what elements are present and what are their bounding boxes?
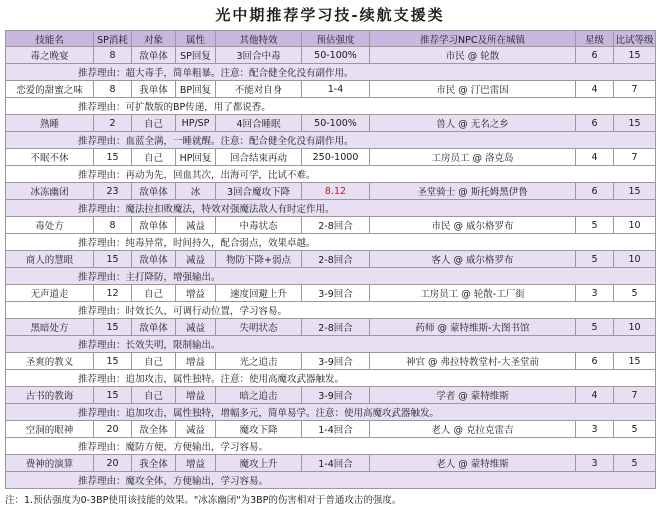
cell-estimated-strength: 1-4回合	[302, 421, 370, 438]
cell-duel-level: 10	[614, 319, 656, 336]
cell-attribute: BP回复	[176, 81, 216, 98]
cell-target: 自己	[132, 115, 176, 132]
cell-attribute: 增益	[176, 353, 216, 370]
cell-attribute: 增益	[176, 285, 216, 302]
recommendation-text: 推荐理由：魔防方便，方便输出，学习容易。	[6, 438, 656, 455]
cell-estimated-strength: 2-8回合	[302, 319, 370, 336]
cell-star-level: 3	[576, 455, 614, 472]
cell-attribute: 减益	[176, 319, 216, 336]
cell-estimated-strength: 3-9回合	[302, 353, 370, 370]
cell-other-effect: 回合结束再动	[216, 149, 302, 166]
cell-estimated-strength: 2-8回合	[302, 251, 370, 268]
cell-skill-name: 黑暗处方	[6, 319, 94, 336]
cell-duel-level: 5	[614, 285, 656, 302]
cell-star-level: 3	[576, 285, 614, 302]
table-row	[6, 455, 656, 472]
cell-estimated-strength: 8.12	[302, 183, 370, 200]
cell-star-level: 4	[576, 387, 614, 404]
cell-target: 敌单体	[132, 217, 176, 234]
cell-estimated-strength: 1-4回合	[302, 455, 370, 472]
recommendation-text: 推荐理由：魔法拉扣败魔法，特效对强魔法敌人有时定作用。	[6, 200, 656, 217]
cell-sp-cost: 8	[94, 47, 132, 64]
cell-star-level: 5	[576, 217, 614, 234]
cell-other-effect: 暗之追击	[216, 387, 302, 404]
recommendation-row	[6, 404, 656, 421]
cell-sp-cost: 12	[94, 285, 132, 302]
cell-skill-name: 不眠不休	[6, 149, 94, 166]
recommendation-row	[6, 370, 656, 387]
cell-target: 敌单体	[132, 47, 176, 64]
cell-estimated-strength: 3-9回合	[302, 387, 370, 404]
cell-star-level: 4	[576, 81, 614, 98]
cell-target: 我全体	[132, 455, 176, 472]
cell-star-level: 6	[576, 353, 614, 370]
cell-attribute: SP回复	[176, 47, 216, 64]
recommendation-row	[6, 302, 656, 319]
cell-attribute: 增益	[176, 387, 216, 404]
page-title: 光中期推荐学习技-续航支援类	[215, 6, 445, 24]
cell-target: 自己	[132, 387, 176, 404]
cell-attribute: 冰	[176, 183, 216, 200]
cell-skill-name: 费神的演算	[6, 455, 94, 472]
cell-estimated-strength: 1-4	[302, 81, 370, 98]
table-row	[6, 353, 656, 370]
table-row	[6, 217, 656, 234]
cell-star-level: 4	[576, 149, 614, 166]
cell-duel-level: 7	[614, 81, 656, 98]
table-row	[6, 421, 656, 438]
cell-other-effect: 物防下降+弱点	[216, 251, 302, 268]
cell-star-level: 5	[576, 319, 614, 336]
cell-sp-cost: 23	[94, 183, 132, 200]
table-row	[6, 251, 656, 268]
cell-duel-level: 5	[614, 455, 656, 472]
cell-skill-name: 熟睡	[6, 115, 94, 132]
table-row	[6, 149, 656, 166]
cell-other-effect: 不能对自身	[216, 81, 302, 98]
recommendation-text: 推荐理由：追加攻击，属性独特。注意：使用高魔攻武器触发。	[6, 370, 656, 387]
cell-target: 自己	[132, 149, 176, 166]
cell-other-effect: 魔攻上升	[216, 455, 302, 472]
cell-estimated-strength: 50-100%	[302, 47, 370, 64]
cell-duel-level: 5	[614, 421, 656, 438]
cell-sp-cost: 20	[94, 455, 132, 472]
cell-star-level: 6	[576, 115, 614, 132]
recommendation-row	[6, 438, 656, 455]
cell-target: 敌单体	[132, 183, 176, 200]
cell-duel-level: 15	[614, 115, 656, 132]
cell-other-effect: 速度回避上升	[216, 285, 302, 302]
cell-skill-name: 恋爱的甜蜜之味	[6, 81, 94, 98]
cell-skill-name: 无声道走	[6, 285, 94, 302]
header-npc-town: 推荐学习NPC及所在城镇	[370, 31, 576, 47]
cell-npc-town: 工房员工 @ 轮散-工厂街	[370, 285, 576, 302]
recommendation-text: 推荐理由：纯毒异常，时间持久，配合弱点，效果卓越。	[6, 234, 656, 251]
recommendation-text: 推荐理由：超大毒手，简单粗暴。注意：配合健全化没有副作用。	[6, 64, 656, 81]
cell-npc-town: 神官 @ 弗拉特教堂村-大圣堂前	[370, 353, 576, 370]
recommendation-text: 推荐理由：长效失明，限制输出。	[6, 336, 656, 353]
cell-skill-name: 圣爽的教义	[6, 353, 94, 370]
recommendation-row	[6, 166, 656, 183]
recommendation-row	[6, 268, 656, 285]
cell-skill-name: 冰冻幽闭	[6, 183, 94, 200]
recommendation-row	[6, 98, 656, 115]
cell-duel-level: 15	[614, 47, 656, 64]
cell-npc-town: 药师 @ 蒙特维斯-大图书馆	[370, 319, 576, 336]
table-row	[6, 183, 656, 200]
cell-other-effect: 3回合中毒	[216, 47, 302, 64]
recommendation-text: 推荐理由：可扩散版的BP传递，用了都说香。	[6, 98, 656, 115]
cell-duel-level: 7	[614, 149, 656, 166]
cell-estimated-strength: 50-100%	[302, 115, 370, 132]
cell-target: 敌单体	[132, 319, 176, 336]
skill-table	[5, 30, 656, 489]
table-row	[6, 115, 656, 132]
cell-skill-name: 毒之晚宴	[6, 47, 94, 64]
cell-sp-cost: 15	[94, 251, 132, 268]
cell-sp-cost: 15	[94, 319, 132, 336]
cell-duel-level: 15	[614, 183, 656, 200]
cell-other-effect: 失明状态	[216, 319, 302, 336]
cell-sp-cost: 20	[94, 421, 132, 438]
cell-estimated-strength: 250-1000	[302, 149, 370, 166]
cell-other-effect: 4回合睡眠	[216, 115, 302, 132]
table-row	[6, 47, 656, 64]
cell-other-effect: 魔攻下降	[216, 421, 302, 438]
cell-sp-cost: 15	[94, 353, 132, 370]
header-duel-level: 比试等级	[614, 31, 656, 47]
cell-attribute: 减益	[176, 421, 216, 438]
cell-star-level: 6	[576, 183, 614, 200]
cell-estimated-strength: 2-8回合	[302, 217, 370, 234]
recommendation-row	[6, 64, 656, 81]
cell-star-level: 6	[576, 47, 614, 64]
cell-sp-cost: 15	[94, 149, 132, 166]
cell-other-effect: 3回合魔攻下降	[216, 183, 302, 200]
cell-npc-town: 老人 @ 蒙特维斯	[370, 455, 576, 472]
cell-npc-town: 兽人 @ 无名之乡	[370, 115, 576, 132]
cell-sp-cost: 8	[94, 81, 132, 98]
cell-star-level: 5	[576, 251, 614, 268]
cell-target: 自己	[132, 285, 176, 302]
cell-skill-name: 古书的教诲	[6, 387, 94, 404]
recommendation-text: 推荐理由：再动为先，回血其次，出海可学，比试不难。	[6, 166, 656, 183]
cell-skill-name: 毒处方	[6, 217, 94, 234]
header-target: 对象	[132, 31, 176, 47]
header-estimated-strength: 预估强度	[302, 31, 370, 47]
cell-estimated-strength: 3-9回合	[302, 285, 370, 302]
recommendation-row	[6, 234, 656, 251]
cell-star-level: 3	[576, 421, 614, 438]
recommendation-row	[6, 200, 656, 217]
recommendation-text: 推荐理由：追加攻击，属性独特，增幅多元，简单易学。注意：使用高魔攻武器触发。	[6, 404, 656, 421]
cell-npc-town: 市民 @ 轮散	[370, 47, 576, 64]
cell-sp-cost: 8	[94, 217, 132, 234]
cell-attribute: 减益	[176, 251, 216, 268]
recommendation-row	[6, 472, 656, 489]
cell-skill-name: 商人的慧眼	[6, 251, 94, 268]
cell-other-effect: 中毒状态	[216, 217, 302, 234]
header-other-effect: 其他特效	[216, 31, 302, 47]
cell-target: 我单体	[132, 81, 176, 98]
table-row	[6, 285, 656, 302]
cell-duel-level: 15	[614, 353, 656, 370]
cell-sp-cost: 2	[94, 115, 132, 132]
recommendation-text: 推荐理由：魔攻全体，方便输出，学习容易。	[6, 472, 656, 489]
cell-target: 敌全体	[132, 421, 176, 438]
footnote: 注：1.预估强度为0-3BP使用该技能的效果。"冰冻幽闭"为3BP的伤害相对于普通攻击的强度。	[5, 495, 402, 506]
cell-npc-town: 市民 @ 威尔格罗布	[370, 217, 576, 234]
cell-npc-town: 工房员工 @ 洛克岛	[370, 149, 576, 166]
header-sp-cost: SP消耗	[94, 31, 132, 47]
header-attribute: 属性	[176, 31, 216, 47]
table-header-row	[6, 31, 656, 47]
cell-attribute: 减益	[176, 217, 216, 234]
cell-attribute: HP回复	[176, 149, 216, 166]
cell-target: 敌单体	[132, 251, 176, 268]
cell-other-effect: 光之追击	[216, 353, 302, 370]
cell-duel-level: 7	[614, 387, 656, 404]
cell-sp-cost: 15	[94, 387, 132, 404]
recommendation-text: 推荐理由：时效长久，可调行动位置，学习容易。	[6, 302, 656, 319]
cell-npc-town: 圣堂骑士 @ 斯托姆黑伊鲁	[370, 183, 576, 200]
table-row	[6, 81, 656, 98]
table-row	[6, 387, 656, 404]
cell-npc-town: 老人 @ 克拉克雷吉	[370, 421, 576, 438]
cell-npc-town: 客人 @ 威尔格罗布	[370, 251, 576, 268]
header-skill-name: 技能名	[6, 31, 94, 47]
recommendation-text: 推荐理由：血蓝全满，一睡就醒。注意：配合健全化没有副作用。	[6, 132, 656, 149]
cell-duel-level: 10	[614, 251, 656, 268]
header-star-level: 星级	[576, 31, 614, 47]
cell-duel-level: 10	[614, 217, 656, 234]
cell-npc-town: 市民 @ 汀巴雷因	[370, 81, 576, 98]
cell-attribute: 增益	[176, 455, 216, 472]
table-row	[6, 319, 656, 336]
cell-attribute: HP/SP	[176, 115, 216, 132]
cell-skill-name: 空洞的眼神	[6, 421, 94, 438]
recommendation-row	[6, 132, 656, 149]
cell-npc-town: 学者 @ 蒙特维斯	[370, 387, 576, 404]
recommendation-row	[6, 336, 656, 353]
recommendation-text: 推荐理由：主打降防，增强输出。	[6, 268, 656, 285]
cell-target: 自己	[132, 353, 176, 370]
